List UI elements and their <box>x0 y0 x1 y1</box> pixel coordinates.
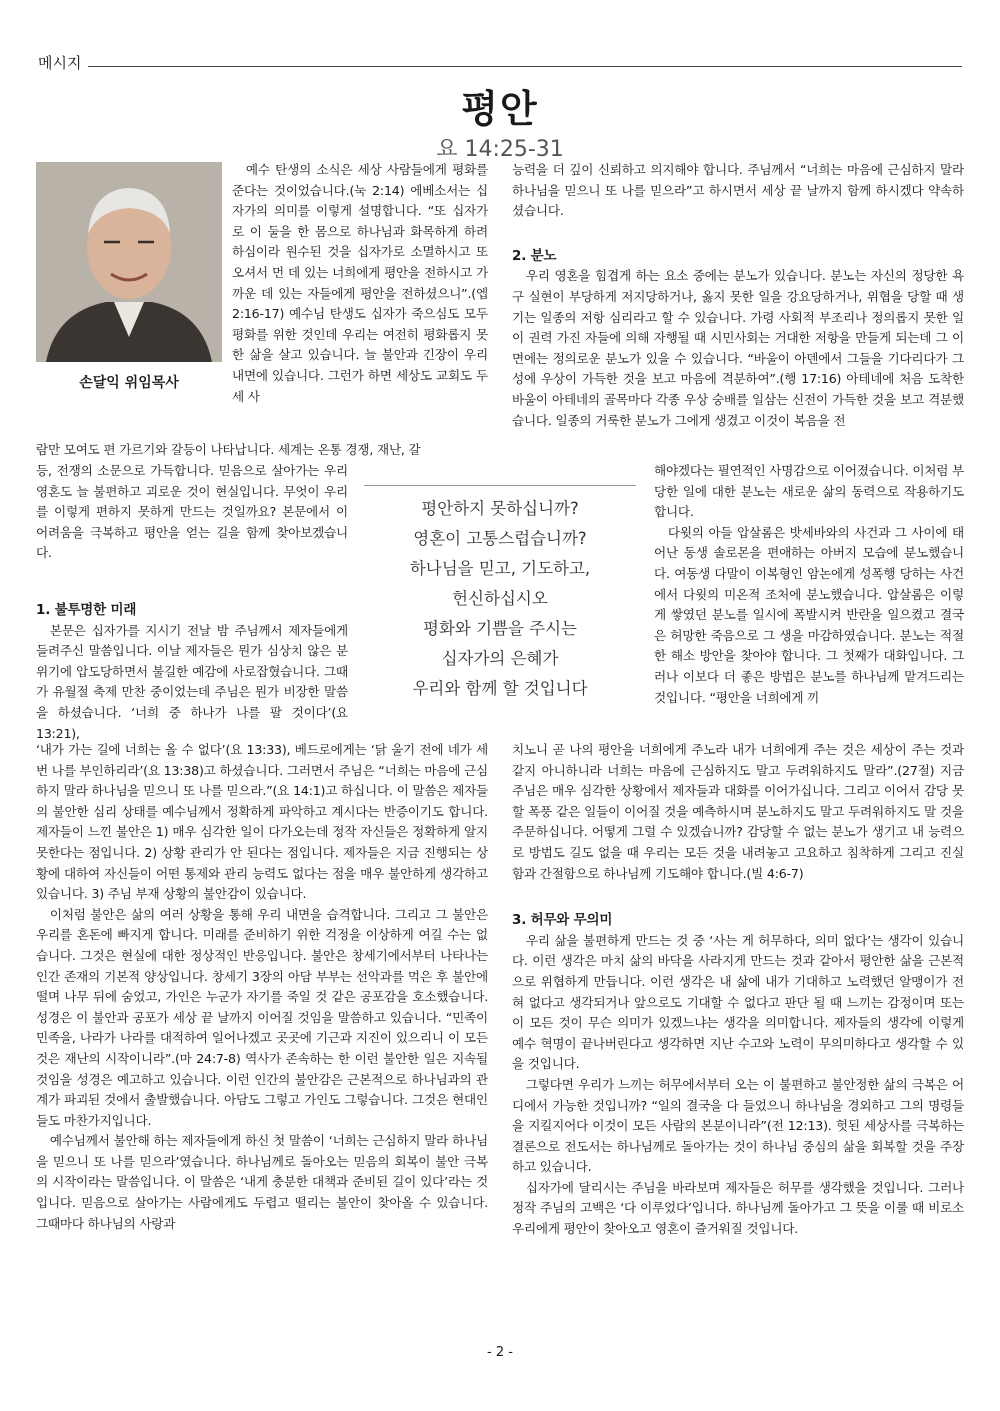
intro-text <box>232 160 488 407</box>
pastor-photo <box>36 162 222 362</box>
section-3-paragraph-2: 그렇다면 우리가 느끼는 허무에서부터 오는 이 불편하고 불안정한 삶의 극복은 어디에서 가능한 것입니까? “일의 결국을 다 들었으니 하나님을 경외하고 그의 명령들을 지킬지어다 이것이 모든 사람의 본분이니라”(전 12:13). 헛된 세상사를 극복하는 결론으로 전도서는 하나님께로 돌아가는 것이 하나님 중심의 삶을 회복할 것을 주장하고 있습니다. <box>512 1076 964 1175</box>
right-column-top <box>512 160 964 431</box>
scripture-reference: 요 14:25-31 <box>436 137 564 162</box>
pull-quote-line: 영혼이 고통스럽습니까? <box>413 529 587 548</box>
pull-quote-line: 우리와 함께 할 것입니다 <box>412 679 588 698</box>
intro-paragraph: 예수 탄생의 소식은 세상 사람들에게 평화를 준다는 것이었습니다.(눅 2:14) 에베소서는 십자가의 의미를 이렇게 설명합니다. “또 십자가로 이 둘을 한 몸으로 하나님과 화목하게 하려 하심이라 원수된 것을 십자가로 소멸하시고 또 오셔서 먼 데 있는 너희에게 평안을 전하시고 가까운 데 있는 자들에게 평안을 전하셨으니”.(엡 2:16-17) 예수님 탄생도 십자가 죽으심도 모두 평화를 위한 것인데 우리는 여전히 평화롭지 못한 삶을 살고 있습니다. 늘 불안과 긴장이 우리 내면에 있습니다. 그런가 하면 세상도 교회도 두세 사 <box>232 162 488 404</box>
intro-line: 람만 모여도 편 가르기와 갈등이 나타납니다. 세계는 온통 경쟁, 재난, 갈 <box>36 442 421 457</box>
section-2-paragraph-1: 우리 영혼을 힘겹게 하는 요소 중에는 분노가 있습니다. 분노는 자신의 정당한 욕구 실현이 부당하게 저지당하거나, 옳지 못한 일을 강요당하거나, 위협을 당할 때 생기는 일종의 저항 심리라고 할 수 있습니다. 가령 사회적 부조리나 정의롭지 못한 일이 권력 가진 자들에 의해 자행될 때 시민사회는 거대한 저항을 만들게 되는데 그 이면에는 정의로운 분노가 있을 수 있습니다. “바울이 아덴에서 그들을 기다리다가 그 성에 우상이 가득한 것을 보고 마음에 격분하여”.(행 17:16) 아테네에 처음 도착한 바울이 아테네의 골목마다 각종 우상 숭배를 일삼는 신전이 가득한 것을 보고 격분했습니다. 일종의 거룩한 분노가 그에게 생겼고 이것이 복음을 전 <box>512 268 964 428</box>
section-2-narrow <box>654 461 964 708</box>
section-label: 메시지 <box>38 54 82 72</box>
pull-quote-line: 십자가의 은혜가 <box>441 649 559 668</box>
photo-caption: 손달익 위임목사 <box>79 375 179 391</box>
section-1-body <box>36 740 488 1234</box>
section-3-heading: 3. 허무와 무의미 <box>512 912 613 929</box>
section-2-paragraph-3: 치노니 곧 나의 평안을 너희에게 주노라 내가 너희에게 주는 것은 세상이 주는 것과 같지 아니하니라 너희는 마음에 근심하지도 말고 두려워하지도 말라”.(27절) 지금 주님은 매우 심각한 상황에서 제자들과 대화를 이어가십니다. 그리고 이어서 감당 못할 폭풍 같은 일들이 이어질 것을 예측하시며 분노하지도 말고 두려워하지도 말 것을 주문하십니다. 어떻게 그럴 수 있겠습니까? 감당할 수 없는 분노가 생기고 내 능력으로 방법도 길도 없을 때 우리는 모든 것을 내려놓고 고요하고 침착하게 그리고 진실함과 간절함으로 하나님께 기도해야 합니다.(빌 4:6-7) <box>512 742 964 881</box>
pull-quote <box>364 485 636 716</box>
section-1-paragraph-2: ‘내가 가는 길에 너희는 올 수 없다’(요 13:33), 베드로에게는 ‘닭 울기 전에 네가 세 번 나를 부인하리라’(요 13:38)고 하셨습니다. 그러면서 주님은 “너희는 마음에 근심하지 말라 하나님을 믿으니 또 나를 믿으라.”(요 14:1)고 하십니다. 이 말씀은 제자들의 불안한 심리 상태를 예수님께서 정확하게 파악하고 계시다는 반증이기도 합니다. 제자들이 느낀 불안은 1) 매우 심각한 일이 다가오는데 정작 자신들은 정확하게 알지 못한다는 점입니다. 2) 상황 관리가 안 된다는 점입니다. 제자들은 지금 진행되는 상황에 대하여 자신들이 어떤 통제와 관리 능력도 없다는 점을 매우 불안하게 생각하고 있습니다. 3) 주님 부재 상황의 불안감이 있습니다. <box>36 742 488 902</box>
intro-continuation <box>36 440 488 461</box>
intro-narrow <box>36 461 348 744</box>
right-continuation: 능력을 더 깊이 신뢰하고 의지해야 합니다. 주님께서 “너희는 마음에 근심하지 말라 하나님을 믿으니 또 나를 믿으라”고 하시면서 세상 끝 날까지 함께 하시겠다 약속하셨습니다. <box>512 162 964 219</box>
page-number: - 2 - <box>487 1345 513 1360</box>
header-rule <box>88 66 962 67</box>
section-1-paragraph-3: 이처럼 불안은 삶의 여러 상황을 통해 우리 내면을 습격합니다. 그리고 그 불안은 우리를 혼돈에 빠지게 합니다. 미래를 준비하기 위한 걱정을 이상하게 여길 수는 없습니다. 그것은 현실에 대한 정상적인 반응입니다. 불안은 창세기에서부터 나타나는 인간 존재의 기본적 양상입니다. 창세기 3장의 아담 부부는 선악과를 먹은 후 불안에 떨며 나무 뒤에 숨었고, 가인은 누군가 자기를 죽일 것 같은 공포감을 호소했습니다. 성경은 이 불안과 공포가 세상 끝 날까지 이어질 것임을 말씀하고 있습니다. “민족이 민족을, 나라가 나라를 대적하여 일어나겠고 곳곳에 기근과 지진이 있으리니 이 모든 것은 재난의 시작이니라”.(마 24:7-8) 역사가 존속하는 한 이런 불안한 일은 지속될 것임을 성경은 예고하고 있습니다. 이런 인간의 불안감은 근본적으로 하나님과의 관계가 파괴된 것에서 출발했습니다. 아담도 그렇고 가인도 그렇습니다. 그것은 현대인들도 마찬가지입니다. <box>36 906 488 1128</box>
pull-quote-line: 평안하지 못하십니까? <box>421 499 579 518</box>
section-2-3-body <box>512 740 964 1240</box>
section-3-paragraph-1: 우리 삶을 불편하게 만드는 것 중 ‘사는 게 허무하다, 의미 없다’는 생각이 있습니다. 이런 생각은 마치 삶의 바닥을 사라지게 만드는 것과 같아서 평안한 삶을 근본적으로 위협하게 만듭니다. 이런 생각은 내 삶에 내가 기대하고 노력했던 알맹이가 전혀 없다고 생각되거나 앞으로도 기대할 수 없다고 판단 될 때 느끼는 감정이며 또는 이 모든 것이 무슨 의미가 있겠느냐는 생각을 의미합니다. 제자들의 생각에 이렇게 예수 혁명이 끝나버린다고 생각하면 지난 수고와 노력이 무의미하다고 생각할 수 있을 것입니다. <box>512 932 964 1072</box>
section-2-paragraph-2: 다윗의 아들 압살롬은 밧세바와의 사건과 그 사이에 태어난 동생 솔로몬을 편애하는 아버지 모습에 분노했습니다. 여동생 다말이 이복형인 암논에게 성폭행 당하는 사건에서 다윗의 미온적 조처에 분노했습니다. 압살롬은 이렇게 쌓였던 분노를 일시에 폭발시켜 반란을 일으켰고 결국은 허망한 죽음으로 그 생을 마감하였습니다. 분노는 적절한 해소 방안을 찾아야 합니다. 그 첫째가 대화입니다. 그러나 이보다 더 좋은 방법은 분노를 하나님께 맡겨드리는 것입니다. “평안을 너희에게 끼 <box>654 524 964 705</box>
page-title: 평안 <box>461 87 539 131</box>
pull-quote-line: 평화와 기쁨을 주시는 <box>423 619 577 638</box>
intro-end: 등, 전쟁의 소문으로 가득합니다. 믿음으로 살아가는 우리 영혼도 늘 불편하고 괴로운 것이 현실입니다. 무엇이 우리를 이렇게 편하지 못하게 만드는 것일까요? 본문에서 이 어려움을 극복하고 평안을 얻는 길을 함께 찾아보겠습니다. <box>36 463 348 561</box>
pull-quote-line: 헌신하십시오 <box>452 589 548 608</box>
pull-quote-line: 하나님을 믿고, 기도하고, <box>409 559 591 578</box>
section-2-paragraph-1-end: 해야겠다는 필연적인 사명감으로 이어졌습니다. 이처럼 부당한 일에 대한 분노는 새로운 삶의 동력으로 작용하기도 합니다. <box>654 463 964 520</box>
section-2-heading: 2. 분노 <box>512 247 557 264</box>
section-1-paragraph-1: 본문은 십자가를 지시기 전날 밤 주님께서 제자들에게 들려주신 말씀입니다. 이날 제자들은 뭔가 심상치 않은 분위기에 압도당하면서 불길한 예감에 사로잡혔습니다. 그때가 유월절 축제 만찬 중이었는데 주님은 뭔가 비장한 말씀을 하셨습니다. ‘너희 중 하나가 나를 팔 것이다’(요 13:21), <box>36 622 348 741</box>
section-1-heading: 1. 불투명한 미래 <box>36 601 137 618</box>
section-3-paragraph-3: 십자가에 달리시는 주님을 바라보며 제자들은 허무를 생각했을 것입니다. 그러나 정작 주님의 고백은 ‘다 이루었다’입니다. 하나님께 돌아가고 그 뜻을 이룰 때 비로소 우리에게 평안이 찾아오고 영혼이 즐거워질 것입니다. <box>512 1179 964 1237</box>
section-1-paragraph-4: 예수님께서 불안해 하는 제자들에게 하신 첫 말씀이 ‘너희는 근심하지 말라 하나님을 믿으니 또 나를 믿으라’였습니다. 하나님께로 돌아오는 믿음의 회복이 불안 극복의 시작이라는 말씀입니다. 이 말씀은 ‘내게 충분한 대책과 준비된 길이 있다’라는 것입니다. 믿음으로 살아가는 사람에게도 두렵고 떨리는 불안이 찾아올 수 있습니다. 그때마다 하나님의 사랑과 <box>36 1133 488 1231</box>
